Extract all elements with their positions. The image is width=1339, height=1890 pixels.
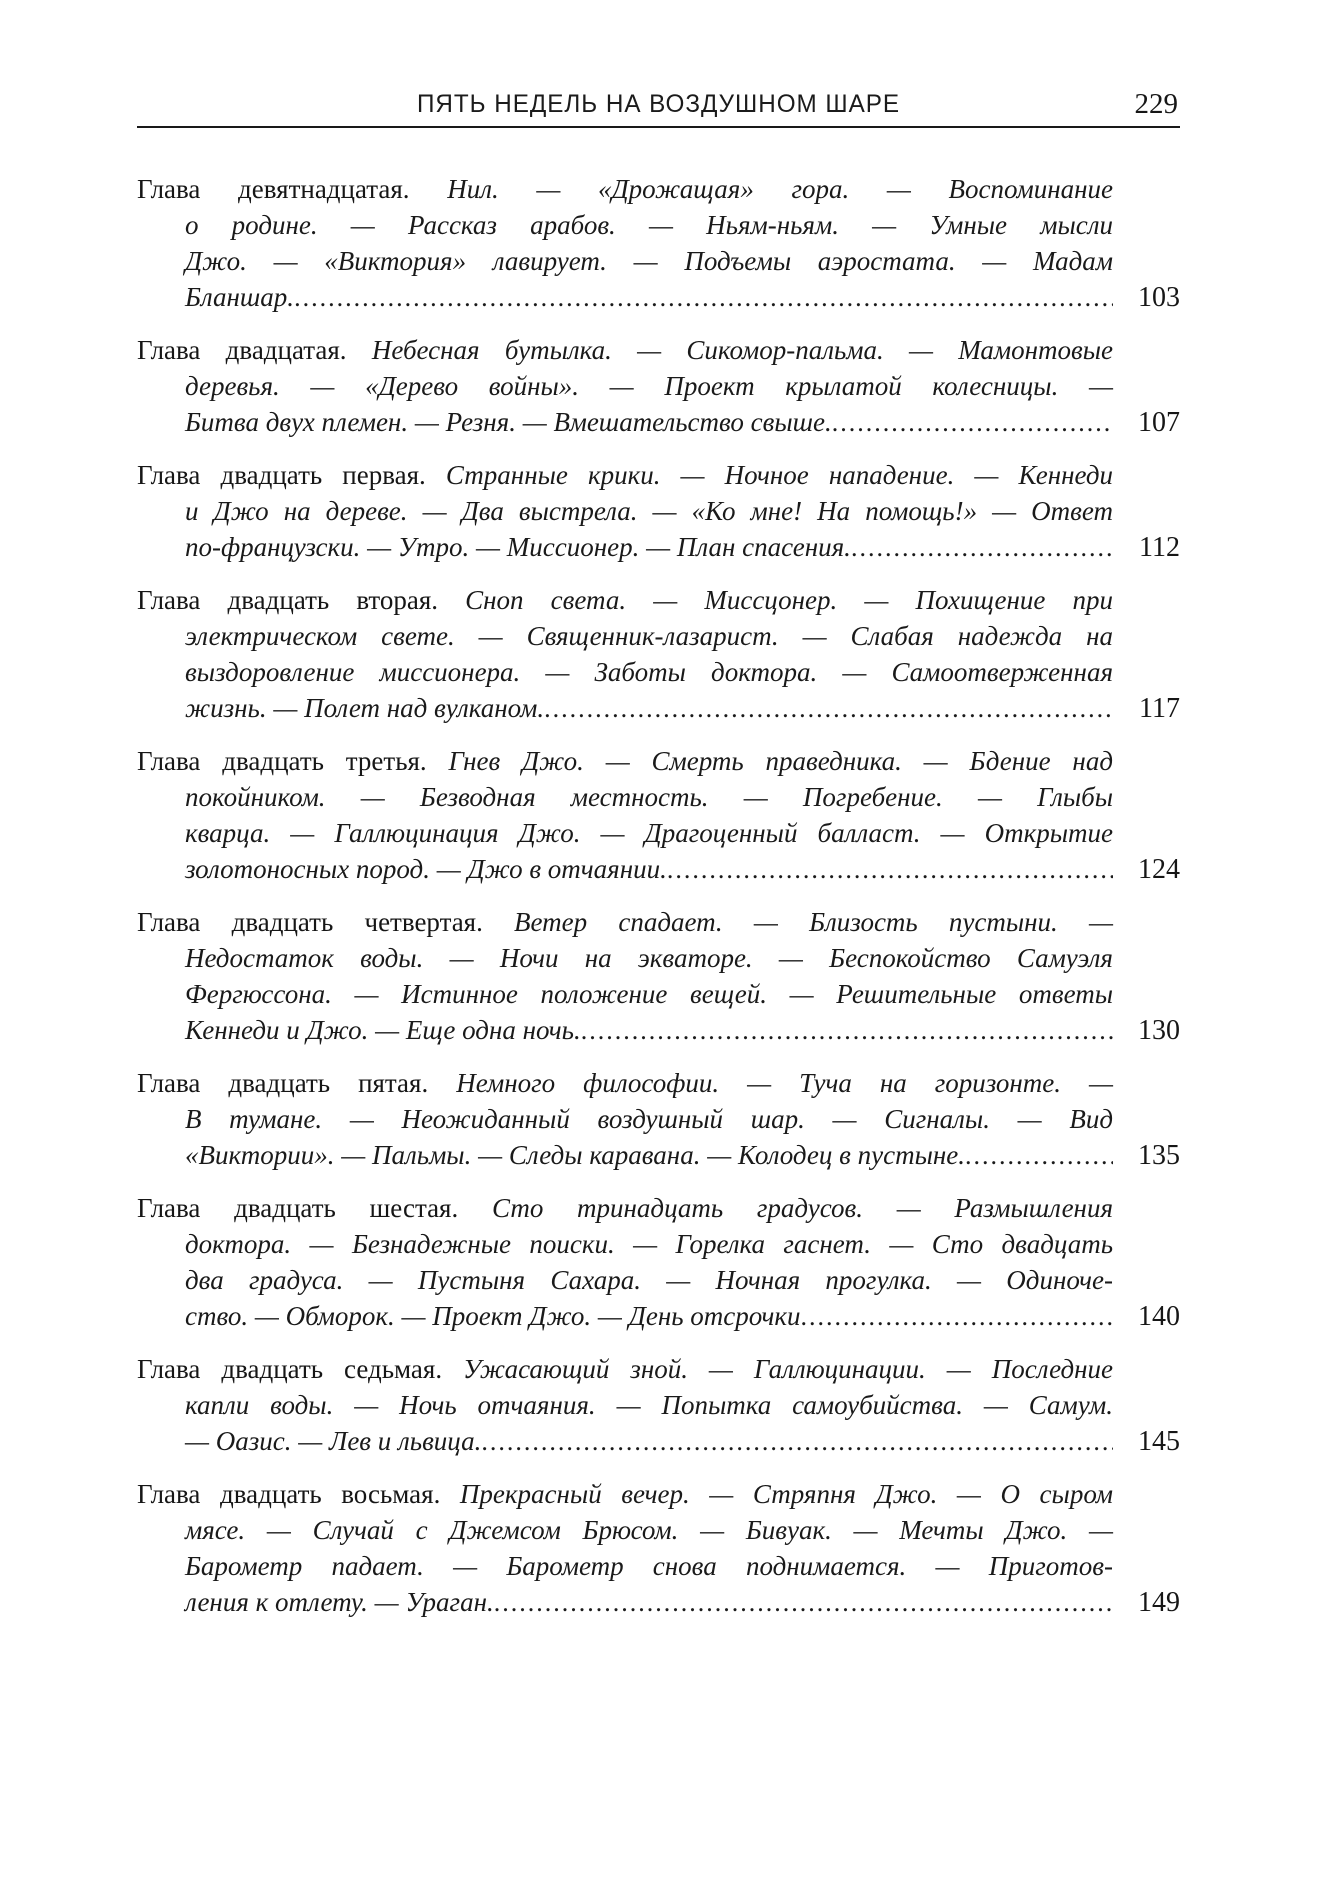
toc-line bbox=[137, 1476, 1180, 1512]
header-rule bbox=[137, 126, 1180, 128]
toc-last-line bbox=[137, 529, 1180, 566]
chapter-label: Глава двадцать пятая. bbox=[137, 1068, 429, 1098]
chapter-description: золотоносных пород. — Джо в отчаянии. bbox=[185, 854, 667, 884]
page-number: 140 bbox=[1138, 1301, 1180, 1332]
toc-entry bbox=[137, 171, 1180, 316]
chapter-description: Фергюссона. — Истинное положение вещей. — Решительные ответы bbox=[185, 979, 1113, 1009]
chapter-label: Глава двадцать седьмая. bbox=[137, 1354, 443, 1384]
page-number: 103 bbox=[1138, 282, 1180, 313]
toc-entry bbox=[137, 743, 1180, 888]
chapter-label: Глава двадцатая. bbox=[137, 335, 347, 365]
chapter-label: Глава двадцать восьмая. bbox=[137, 1479, 441, 1509]
running-header-title: ПЯТЬ НЕДЕЛЬ НА ВОЗДУШНОМ ШАРЕ bbox=[416, 90, 901, 118]
chapter-description: Сноп света. — Миссцонер. — Похищение при bbox=[465, 585, 1113, 615]
toc-last-line bbox=[137, 1012, 1180, 1049]
toc-line bbox=[137, 368, 1180, 404]
chapter-description: Битва двух племен. — Резня. — Вмешательство свыше. bbox=[185, 407, 832, 437]
chapter-label: Глава двадцать первая. bbox=[137, 460, 426, 490]
chapter-description: Кеннеди и Джо. — Еще одна ночь. bbox=[185, 1015, 581, 1045]
running-header bbox=[137, 90, 1180, 130]
toc-line bbox=[137, 1387, 1180, 1423]
chapter-description: Сто тринадцать градусов. — Размышления bbox=[491, 1193, 1114, 1223]
toc-line bbox=[137, 1190, 1180, 1226]
dot-leader bbox=[544, 691, 1113, 727]
dot-leader bbox=[667, 852, 1113, 888]
chapter-description: электрическом свете. — Священник-лазарист. — Слабая надежда на bbox=[185, 621, 1113, 651]
toc-last-line bbox=[137, 1584, 1180, 1621]
chapter-description: капли воды. — Ночь отчаяния. — Попытка самоубийства. — Самум. bbox=[185, 1390, 1113, 1420]
chapter-description: деревья. — «Дерево войны». — Проект крылатой колесницы. — bbox=[185, 371, 1113, 401]
chapter-description: Ужасающий зной. — Галлюцинации. — Последние bbox=[463, 1354, 1113, 1384]
page-number: 107 bbox=[1138, 407, 1180, 438]
toc-line bbox=[137, 976, 1180, 1012]
chapter-label: Глава двадцать четвертая. bbox=[137, 907, 483, 937]
toc-line bbox=[137, 743, 1180, 779]
chapter-description: Гнев Джо. — Смерть праведника. — Бдение над bbox=[448, 746, 1113, 776]
dot-leader bbox=[801, 1299, 1113, 1335]
chapter-label: Глава двадцать третья. bbox=[137, 746, 427, 776]
toc-line bbox=[137, 1548, 1180, 1584]
chapter-description: и Джо на дереве. — Два выстрела. — «Ко мне! На помощь!» — Ответ bbox=[185, 496, 1113, 526]
toc-line bbox=[137, 1101, 1180, 1137]
page-number: 112 bbox=[1139, 532, 1180, 563]
chapter-description: — Оазис. — Лев и львица. bbox=[185, 1426, 482, 1456]
chapter-label: Глава двадцать шестая. bbox=[137, 1193, 459, 1223]
toc-line bbox=[137, 457, 1180, 493]
page-number: 135 bbox=[1138, 1140, 1180, 1171]
toc-entry bbox=[137, 1476, 1180, 1621]
toc-entry bbox=[137, 582, 1180, 727]
chapter-label: Глава двадцать вторая. bbox=[137, 585, 439, 615]
toc-line bbox=[137, 243, 1180, 279]
chapter-description: «Виктории». — Пальмы. — Следы каравана. — Колодец в пустыне. bbox=[185, 1140, 966, 1170]
toc-entry bbox=[137, 457, 1180, 566]
chapter-description: о родине. — Рассказ арабов. — Ньям-ньям. — Умные мысли bbox=[185, 210, 1113, 240]
chapter-description: ления к отлету. — Ураган. bbox=[185, 1587, 494, 1617]
toc-last-line bbox=[137, 404, 1180, 441]
chapter-description: Немного философии. — Туча на горизонте. — bbox=[456, 1068, 1114, 1098]
page-number: 124 bbox=[1138, 854, 1180, 885]
toc-line bbox=[137, 940, 1180, 976]
chapter-description: жизнь. — Полет над вулканом. bbox=[185, 693, 545, 723]
dot-leader bbox=[481, 1424, 1113, 1460]
toc-line bbox=[137, 779, 1180, 815]
toc-entry bbox=[137, 904, 1180, 1049]
chapter-description: Нил. — «Дрожащая» гора. — Воспоминание bbox=[447, 174, 1113, 204]
page-number: 149 bbox=[1138, 1587, 1180, 1618]
toc bbox=[137, 171, 1180, 1637]
chapter-description: кварца. — Галлюцинация Джо. — Драгоценный балласт. — Открытие bbox=[185, 818, 1113, 848]
toc-line bbox=[137, 618, 1180, 654]
toc-line bbox=[137, 493, 1180, 529]
chapter-description: В тумане. — Неожиданный воздушный шар. — Сигналы. — Вид bbox=[185, 1104, 1113, 1134]
toc-line bbox=[137, 582, 1180, 618]
dot-leader bbox=[851, 530, 1113, 566]
dot-leader bbox=[965, 1138, 1113, 1174]
chapter-description: Джо. — «Виктория» лавирует. — Подъемы аэростата. — Мадам bbox=[185, 246, 1113, 276]
chapter-description: Бланшар. bbox=[185, 282, 295, 312]
toc-line bbox=[137, 654, 1180, 690]
toc-line bbox=[137, 1226, 1180, 1262]
toc-line bbox=[137, 904, 1180, 940]
toc-last-line bbox=[137, 279, 1180, 316]
chapter-description: Небесная бутылка. — Сикомор-пальма. — Мамонтовые bbox=[371, 335, 1114, 365]
toc-entry bbox=[137, 332, 1180, 441]
toc-entry bbox=[137, 1065, 1180, 1174]
toc-line bbox=[137, 1262, 1180, 1298]
chapter-description: мясе. — Случай с Джемсом Брюсом. — Бивуак. — Мечты Джо. — bbox=[185, 1515, 1113, 1545]
chapter-description: доктора. — Безнадежные поиски. — Горелка гаснет. — Сто двадцать bbox=[185, 1229, 1113, 1259]
chapter-description: выздоровление миссионера. — Заботы доктора. — Самоотверженная bbox=[185, 657, 1113, 687]
chapter-description: ство. — Обморок. — Проект Джо. — День отсрочки bbox=[185, 1301, 801, 1331]
toc-line bbox=[137, 1512, 1180, 1548]
toc-last-line bbox=[137, 1137, 1180, 1174]
chapter-description: Прекрасный вечер. — Стряпня Джо. — О сыром bbox=[459, 1479, 1114, 1509]
toc-entry bbox=[137, 1351, 1180, 1460]
toc-line bbox=[137, 1065, 1180, 1101]
chapter-description: Странные крики. — Ночное нападение. — Кеннеди bbox=[445, 460, 1114, 490]
toc-entry bbox=[137, 1190, 1180, 1335]
chapter-description: два градуса. — Пустыня Сахара. — Ночная прогулка. — Одиноче- bbox=[185, 1265, 1113, 1295]
toc-last-line bbox=[137, 1298, 1180, 1335]
chapter-description: покойником. — Безводная местность. — Погребение. — Глыбы bbox=[185, 782, 1113, 812]
header-page-number: 229 bbox=[1134, 88, 1178, 120]
page-number: 130 bbox=[1138, 1015, 1180, 1046]
chapter-label: Глава девятнадцатая. bbox=[137, 174, 410, 204]
toc-last-line bbox=[137, 1423, 1180, 1460]
page-number: 117 bbox=[1139, 693, 1180, 724]
dot-leader bbox=[494, 1585, 1113, 1621]
toc-last-line bbox=[137, 851, 1180, 888]
toc-line bbox=[137, 1351, 1180, 1387]
dot-leader bbox=[294, 280, 1113, 316]
chapter-description: Барометр падает. — Барометр снова поднимается. — Приготов- bbox=[185, 1551, 1113, 1581]
page-number: 145 bbox=[1138, 1426, 1180, 1457]
chapter-description: Ветер спадает. — Близость пустыни. — bbox=[514, 907, 1113, 937]
chapter-description: Недостаток воды. — Ночи на экваторе. — Беспокойство Самуэля bbox=[185, 943, 1113, 973]
dot-leader bbox=[581, 1013, 1113, 1049]
toc-line bbox=[137, 815, 1180, 851]
toc-line bbox=[137, 332, 1180, 368]
toc-last-line bbox=[137, 690, 1180, 727]
toc-line bbox=[137, 207, 1180, 243]
dot-leader bbox=[832, 405, 1113, 441]
chapter-description: по-французски. — Утро. — Миссионер. — План спасения. bbox=[185, 532, 851, 562]
toc-line bbox=[137, 171, 1180, 207]
